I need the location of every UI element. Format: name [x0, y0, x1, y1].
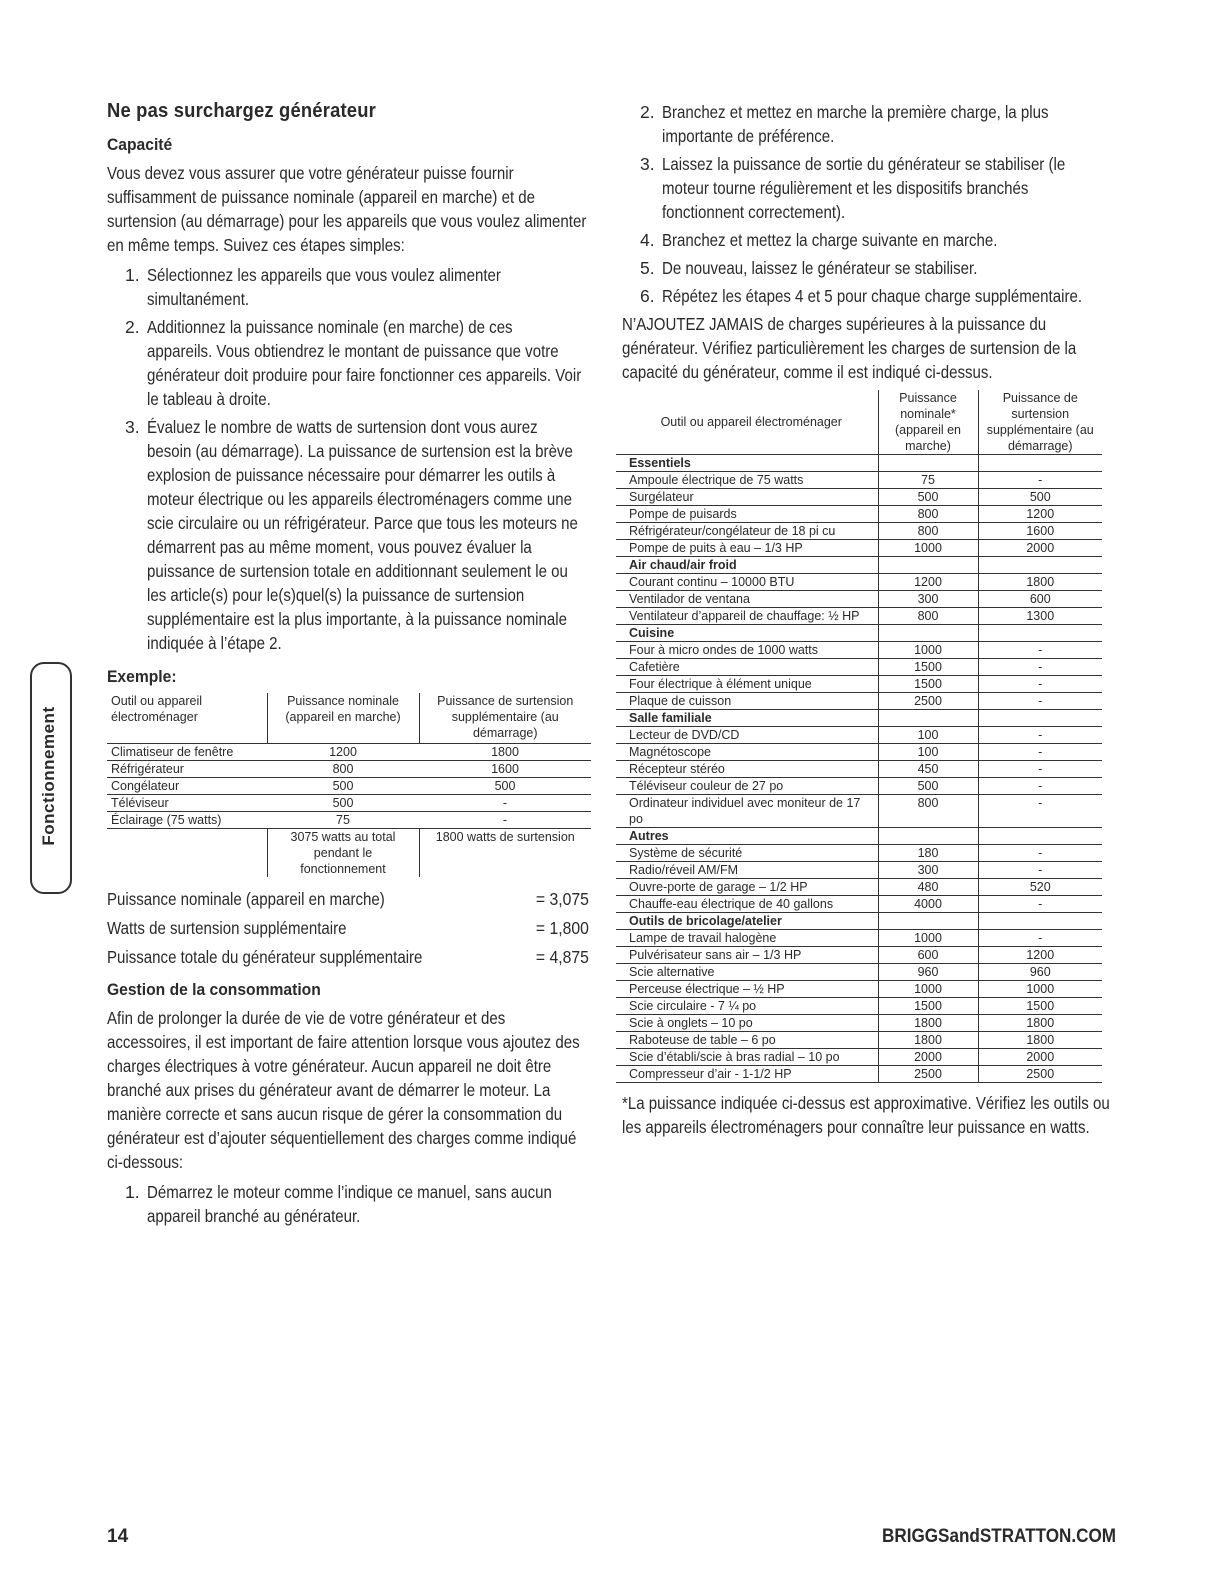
- cell-surge: 1600: [978, 523, 1102, 540]
- column-header: Outil ou appareil électroménager: [616, 390, 878, 455]
- cell-surge: -: [978, 642, 1102, 659]
- table-row: [616, 472, 1102, 489]
- category-label: Autres: [616, 828, 878, 845]
- cell-appliance: Raboteuse de table – 6 po: [616, 1032, 878, 1049]
- cell-running: 480: [878, 879, 978, 896]
- list-item: [622, 152, 1116, 224]
- step-number: 1.: [125, 1182, 140, 1202]
- total-running: 3075 watts au total pendant le fonctionnement: [267, 829, 419, 878]
- cell-running: 2500: [878, 1066, 978, 1083]
- cell-surge: 2000: [978, 540, 1102, 557]
- step-number: 3.: [125, 417, 140, 437]
- cell-running: 1200: [878, 574, 978, 591]
- cell-appliance: Ouvre-porte de garage – 1/2 HP: [616, 879, 878, 896]
- cell-appliance: Courant continu – 10000 BTU: [616, 574, 878, 591]
- exemple-heading: Exemple:: [107, 667, 177, 686]
- cell-surge: 1800: [978, 574, 1102, 591]
- column-header: Puissance de surtension supplémentaire (au démarrage): [978, 390, 1102, 455]
- step-text: De nouveau, laissez le générateur se stabiliser.: [662, 258, 978, 278]
- cell-running: 600: [878, 947, 978, 964]
- cell-surge: -: [978, 744, 1102, 761]
- table-row: [616, 761, 1102, 778]
- table-row: [616, 1049, 1102, 1066]
- cell-appliance: Scie circulaire - 7 ¼ po: [616, 998, 878, 1015]
- cell-surge: -: [978, 676, 1102, 693]
- cell-surge: 1800: [419, 744, 591, 761]
- exemple-table: [107, 693, 591, 877]
- cell-appliance: Climatiseur de fenêtre: [107, 744, 267, 761]
- cell-running: 1800: [878, 1032, 978, 1049]
- cell-running: 1500: [878, 998, 978, 1015]
- table-category-row: [616, 828, 1102, 845]
- table-category-row: [616, 913, 1102, 930]
- table-category-row: [616, 625, 1102, 642]
- cell-surge: -: [978, 845, 1102, 862]
- cell-running: 800: [267, 761, 419, 778]
- cell-running: 500: [878, 778, 978, 795]
- cell-appliance: Ampoule électrique de 75 watts: [616, 472, 878, 489]
- step-text: Démarrez le moteur comme l’indique ce manuel, sans aucun appareil branché au générateur.: [147, 1182, 552, 1226]
- table-row: [107, 761, 591, 778]
- total-label: Watts de surtension supplémentaire: [107, 918, 347, 938]
- table-total-row: [107, 829, 591, 878]
- cell-running: 1200: [267, 744, 419, 761]
- cell-appliance: Téléviseur: [107, 795, 267, 812]
- total-line: [107, 885, 589, 914]
- step-text: Répétez les étapes 4 et 5 pour chaque charge supplémentaire.: [662, 286, 1083, 306]
- cell-surge: 2000: [978, 1049, 1102, 1066]
- cell-surge: -: [978, 472, 1102, 489]
- cell-appliance: Radio/réveil AM/FM: [616, 862, 878, 879]
- table-row: [616, 693, 1102, 710]
- column-header: Puissance de surtension supplémentaire (au démarrage): [419, 693, 591, 744]
- cell-appliance: Chauffe-eau électrique de 40 gallons: [616, 896, 878, 913]
- list-item: [107, 315, 589, 411]
- table-row: [616, 1015, 1102, 1032]
- cell-appliance: Congélateur: [107, 778, 267, 795]
- cell-surge: -: [978, 761, 1102, 778]
- table-row: [616, 642, 1102, 659]
- total-surge: 1800 watts de surtension: [419, 829, 591, 878]
- cell-running: 450: [878, 761, 978, 778]
- list-item: [622, 256, 1116, 280]
- gestion-intro: Afin de prolonger la durée de vie de votre générateur et des accessoires, il est important de faire attention lorsque vous ajoutez des charges électriques à votre générateur. Aucun appareil ne doit être branché aux prises du générateur avant de démarrer le moteur. La manière correcte et sans aucun risque de gérer la consommation du générateur est d’ajouter séquentiellement des charges comme indiqué ci-dessous:: [107, 1008, 580, 1172]
- table-row: [616, 778, 1102, 795]
- table-row: [616, 1032, 1102, 1049]
- cell-surge: 500: [419, 778, 591, 795]
- cell-surge: -: [978, 778, 1102, 795]
- cell-surge: 1200: [978, 506, 1102, 523]
- table-row: [107, 744, 591, 761]
- cell-running: 1000: [878, 930, 978, 947]
- cell-surge: 1200: [978, 947, 1102, 964]
- table-row: [616, 608, 1102, 625]
- cell-appliance: Four électrique à élément unique: [616, 676, 878, 693]
- right-column: [622, 100, 1116, 1139]
- cell-running: 800: [878, 795, 978, 828]
- exemple-section: [107, 667, 589, 877]
- table-row: [616, 506, 1102, 523]
- table-row: [616, 727, 1102, 744]
- cell-surge: -: [978, 727, 1102, 744]
- category-label: Cuisine: [616, 625, 878, 642]
- website-link: BRIGGSandSTRATTON.COM: [881, 1526, 1116, 1547]
- list-item: [107, 263, 589, 311]
- table-row: [616, 659, 1102, 676]
- cell-surge: -: [419, 812, 591, 829]
- cell-running: 800: [878, 608, 978, 625]
- cell-appliance: Système de sécurité: [616, 845, 878, 862]
- cell-running: 500: [267, 778, 419, 795]
- cell-running: 1000: [878, 540, 978, 557]
- cell-running: 4000: [878, 896, 978, 913]
- table-row: [616, 744, 1102, 761]
- cell-surge: -: [978, 862, 1102, 879]
- step-text: Branchez et mettez en marche la première charge, la plus importante de préférence.: [662, 102, 1049, 146]
- total-line: [107, 914, 589, 943]
- table-row: [616, 795, 1102, 828]
- total-line: [107, 943, 589, 972]
- cell-appliance: Ventilateur d’appareil de chauffage: ½ HP: [616, 608, 878, 625]
- cell-appliance: Pompe de puits à eau – 1/3 HP: [616, 540, 878, 557]
- total-value: = 3,075: [536, 889, 589, 909]
- cell-appliance: Réfrigérateur: [107, 761, 267, 778]
- warning-text: N’AJOUTEZ JAMAIS de charges supérieures à la puissance du générateur. Vérifiez particulièrement les charges de surtension de la capacité du générateur, comme il est indiqué ci-dessus.: [622, 314, 1077, 382]
- cell-running: 100: [878, 744, 978, 761]
- cell-surge: 1500: [978, 998, 1102, 1015]
- cell-appliance: Ventilador de ventana: [616, 591, 878, 608]
- side-tab-label: Fonctionnement: [39, 706, 58, 846]
- table-row: [107, 778, 591, 795]
- cell-running: 2000: [878, 1049, 978, 1066]
- step-text: Sélectionnez les appareils que vous voulez alimenter simultanément.: [147, 265, 501, 309]
- cell-appliance: Réfrigérateur/congélateur de 18 pi cu: [616, 523, 878, 540]
- cell-appliance: Pulvérisateur sans air – 1/3 HP: [616, 947, 878, 964]
- cell-surge: -: [978, 930, 1102, 947]
- table-row: [616, 523, 1102, 540]
- list-item: [622, 100, 1116, 148]
- table-category-row: [616, 455, 1102, 472]
- step-number: 4.: [640, 230, 655, 250]
- cell-appliance: Magnétoscope: [616, 744, 878, 761]
- table-row: [616, 896, 1102, 913]
- cell-surge: -: [978, 795, 1102, 828]
- column-header: Puissance nominale* (appareil en marche): [878, 390, 978, 455]
- cell-appliance: Four à micro ondes de 1000 watts: [616, 642, 878, 659]
- cell-running: 1800: [878, 1015, 978, 1032]
- step-number: 2.: [125, 317, 140, 337]
- table-row: [616, 879, 1102, 896]
- step-text: Branchez et mettez la charge suivante en marche.: [662, 230, 998, 250]
- cell-running: 800: [878, 523, 978, 540]
- cell-surge: -: [978, 693, 1102, 710]
- list-item: [107, 1180, 589, 1228]
- cell-running: 500: [878, 489, 978, 506]
- step-text: Évaluez le nombre de watts de surtension dont vous aurez besoin (au démarrage). La puissance de surtension est la brève explosion de puissance nécessaire pour démarrer les outils à moteur électrique ou les appareils électroménagers comme une scie circulaire ou un réfrigérateur. Parce que tous les moteurs ne démarrent pas au même moment, vous pouvez évaluer la puissance de surtension totale en additionnant seulement le ou les article(s) pour le(s)quel(s) la puissance de surtension supplémentaire est la plus importante, à la puissance nominale indiquée à l’étape 2.: [147, 417, 578, 653]
- step-number: 5.: [640, 258, 655, 278]
- column-header: Puissance nominale (appareil en marche): [267, 693, 419, 744]
- table-row: [616, 964, 1102, 981]
- total-value: = 4,875: [536, 947, 589, 967]
- table-row: [616, 676, 1102, 693]
- table-category-row: [616, 557, 1102, 574]
- category-label: Air chaud/air froid: [616, 557, 878, 574]
- step-number: 3.: [640, 154, 655, 174]
- cell-running: 300: [878, 591, 978, 608]
- step-number: 1.: [125, 265, 140, 285]
- table-row: [616, 862, 1102, 879]
- table-row: [616, 981, 1102, 998]
- cell-appliance: Perceuse électrique – ½ HP: [616, 981, 878, 998]
- cell-appliance: Scie à onglets – 10 po: [616, 1015, 878, 1032]
- cell-surge: -: [978, 659, 1102, 676]
- cell-running: 1000: [878, 981, 978, 998]
- cell-appliance: Lecteur de DVD/CD: [616, 727, 878, 744]
- gestion-section: [107, 980, 589, 1228]
- appliance-table-body: [616, 455, 1102, 1083]
- cell-surge: -: [978, 896, 1102, 913]
- cell-running: 100: [878, 727, 978, 744]
- cell-surge: 600: [978, 591, 1102, 608]
- cell-appliance: Récepteur stéréo: [616, 761, 878, 778]
- table-row: [616, 591, 1102, 608]
- cell-surge: 1600: [419, 761, 591, 778]
- table-row: [107, 812, 591, 829]
- page-number: 14: [107, 1526, 129, 1547]
- table-row: [616, 574, 1102, 591]
- cell-surge: 1800: [978, 1015, 1102, 1032]
- footnote: *La puissance indiquée ci-dessus est approximative. Vérifiez les outils ou les appareils électroménagers pour connaître leur puissance en watts.: [622, 1093, 1110, 1137]
- cell-surge: 520: [978, 879, 1102, 896]
- category-label: Salle familiale: [616, 710, 878, 727]
- cell-appliance: Ordinateur individuel avec moniteur de 17 po: [616, 795, 878, 828]
- cell-appliance: Cafetière: [616, 659, 878, 676]
- appliance-wattage-table: [616, 390, 1102, 1083]
- cell-surge: 1000: [978, 981, 1102, 998]
- capacite-steps: [107, 263, 589, 655]
- cell-running: 180: [878, 845, 978, 862]
- cell-appliance: Plaque de cuisson: [616, 693, 878, 710]
- step-number: 2.: [640, 102, 655, 122]
- step-number: 6.: [640, 286, 655, 306]
- table-row: [616, 947, 1102, 964]
- page-title: Ne pas surchargez générateur: [107, 100, 376, 122]
- capacite-heading: Capacité: [107, 135, 173, 154]
- table-row: [616, 489, 1102, 506]
- cell-appliance: Éclairage (75 watts): [107, 812, 267, 829]
- category-label: Outils de bricolage/atelier: [616, 913, 878, 930]
- list-item: [622, 228, 1116, 252]
- cell-running: 300: [878, 862, 978, 879]
- cell-running: 75: [878, 472, 978, 489]
- cell-running: 960: [878, 964, 978, 981]
- category-label: Essentiels: [616, 455, 878, 472]
- table-row: [616, 998, 1102, 1015]
- list-item: [107, 415, 589, 655]
- table-row: [616, 540, 1102, 557]
- table-row: [616, 930, 1102, 947]
- cell-surge: 960: [978, 964, 1102, 981]
- cell-surge: 500: [978, 489, 1102, 506]
- cell-running: 1500: [878, 676, 978, 693]
- cell-appliance: Téléviseur couleur de 27 po: [616, 778, 878, 795]
- gestion-steps-right: [622, 100, 1116, 308]
- cell-surge: 1300: [978, 608, 1102, 625]
- cell-appliance: Scie d’établi/scie à bras radial – 10 po: [616, 1049, 878, 1066]
- left-column: [107, 100, 589, 1232]
- list-item: [622, 284, 1116, 308]
- cell-running: 1000: [878, 642, 978, 659]
- total-value: = 1,800: [536, 918, 589, 938]
- totals-summary: [107, 885, 589, 972]
- cell-running: 2500: [878, 693, 978, 710]
- cell-running: 75: [267, 812, 419, 829]
- table-row: [616, 845, 1102, 862]
- column-header: Outil ou appareil électroménager: [107, 693, 267, 744]
- cell-appliance: Compresseur d’air - 1-1/2 HP: [616, 1066, 878, 1083]
- cell-running: 1500: [878, 659, 978, 676]
- cell-running: 800: [878, 506, 978, 523]
- cell-appliance: Surgélateur: [616, 489, 878, 506]
- cell-surge: 2500: [978, 1066, 1102, 1083]
- cell-appliance: Lampe de travail halogène: [616, 930, 878, 947]
- cell-appliance: Pompe de puisards: [616, 506, 878, 523]
- capacite-intro: Vous devez vous assurer que votre générateur puisse fournir suffisamment de puissance nominale (appareil en marche) et de surtension (au démarrage) pour les appareils que vous voulez alimenter en même temps. Suivez ces étapes simples:: [107, 163, 587, 255]
- step-text: Laissez la puissance de sortie du générateur se stabiliser (le moteur tourne régulièrement et les dispositifs branchés fonctionnent correctement).: [662, 154, 1066, 222]
- cell-running: 500: [267, 795, 419, 812]
- table-category-row: [616, 710, 1102, 727]
- cell-surge: -: [419, 795, 591, 812]
- total-label: Puissance totale du générateur supplémentaire: [107, 947, 423, 967]
- cell-appliance: Scie alternative: [616, 964, 878, 981]
- cell-surge: 1800: [978, 1032, 1102, 1049]
- total-label: Puissance nominale (appareil en marche): [107, 889, 385, 909]
- gestion-steps-left: [107, 1180, 589, 1228]
- table-row: [616, 1066, 1102, 1083]
- step-text: Additionnez la puissance nominale (en marche) de ces appareils. Vous obtiendrez le montant de puissance que votre générateur doit produire pour faire fonctionner ces appareils. Voir le tableau à droite.: [147, 317, 582, 409]
- table-row: [107, 795, 591, 812]
- gestion-heading: Gestion de la consommation: [107, 980, 321, 999]
